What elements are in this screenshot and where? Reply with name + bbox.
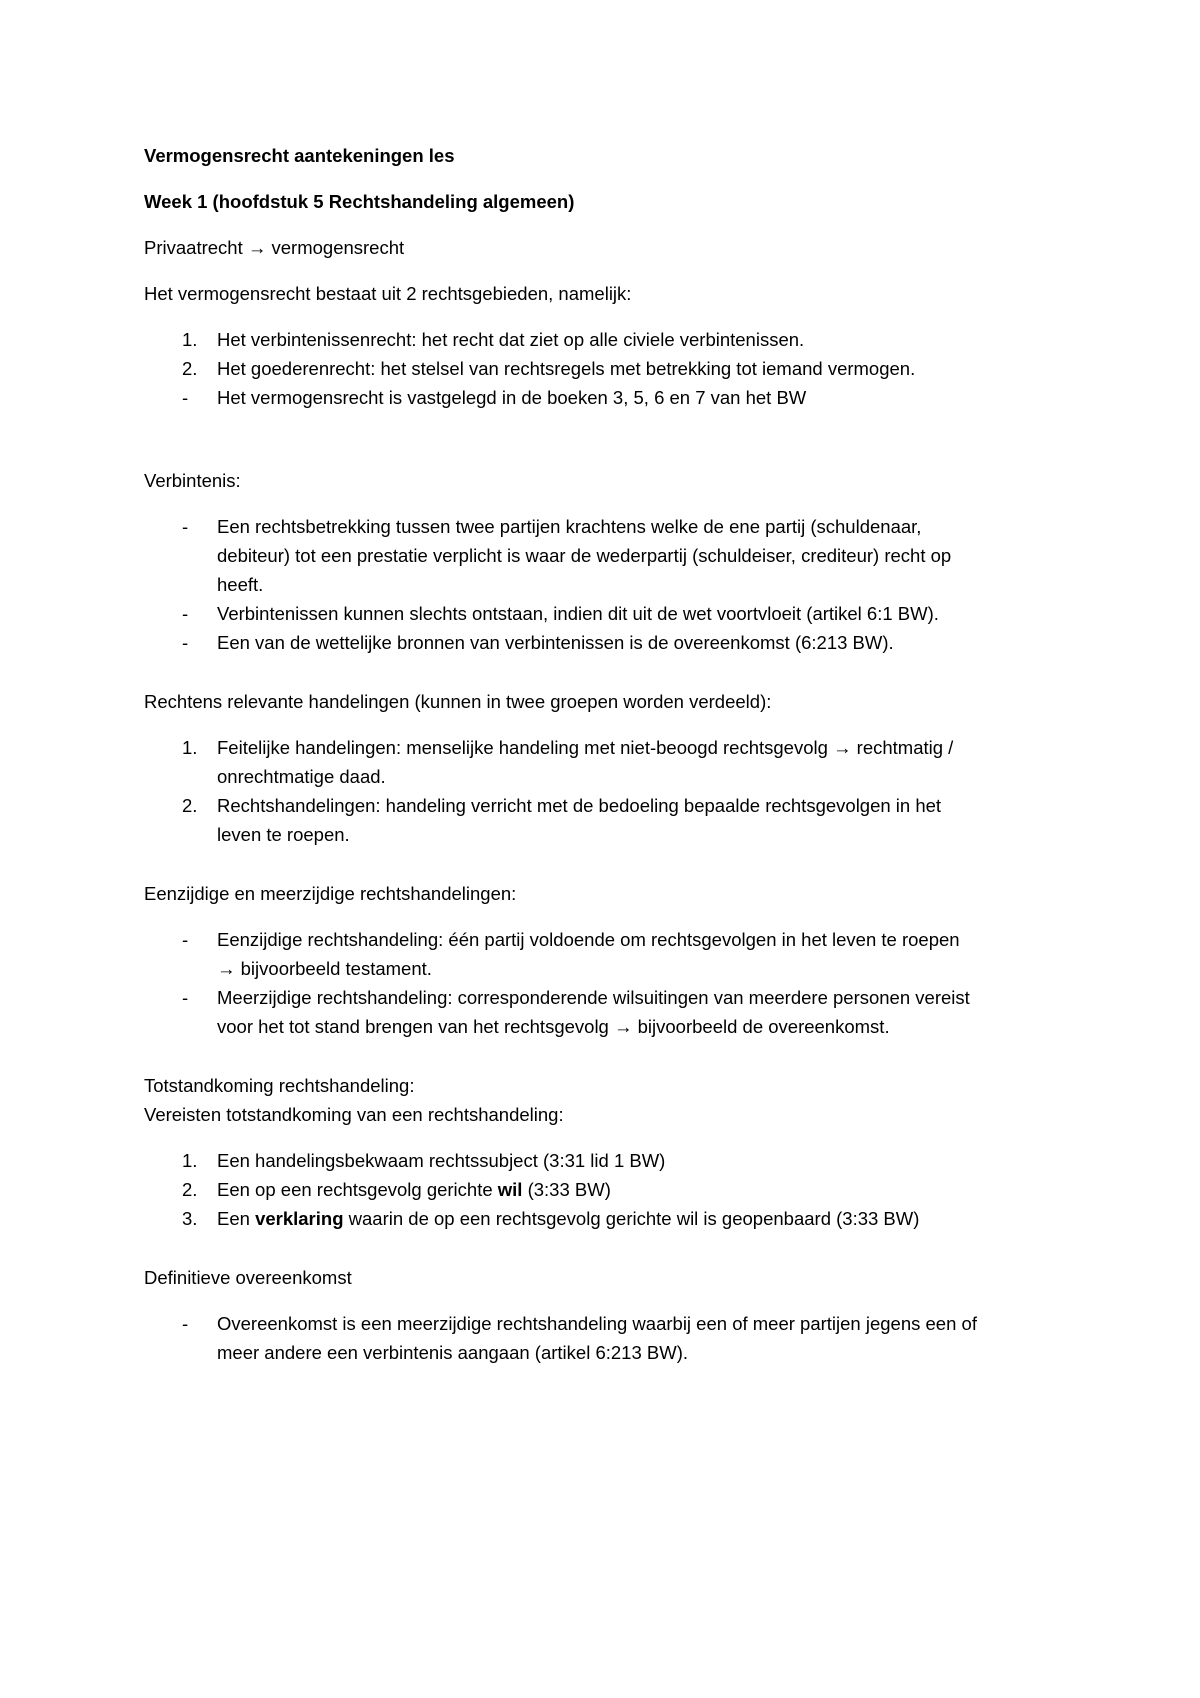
- totstand-subheading: Vereisten totstandkoming van een rechtshandeling:: [144, 1104, 564, 1125]
- list-item: 1. Feitelijke handelingen: menselijke handeling met niet-beoogd rechtsgevolg → rechtmatig / onrechtmatige daad.: [182, 737, 954, 787]
- list-item: 2. Rechtshandelingen: handeling verricht met de bedoeling bepaalde rechtsgevolgen in het leven te roepen.: [182, 795, 942, 845]
- privaat-right: vermogensrecht: [271, 237, 405, 258]
- document-content: [144, 141, 1084, 1367]
- list-item: 1. Een handelingsbekwaam rechtssubject (3:31 lid 1 BW): [182, 1150, 666, 1171]
- list-item: - Een van de wettelijke bronnen van verbintenissen is de overeenkomst (6:213 BW).: [182, 632, 894, 653]
- totstand-heading: Totstandkoming rechtshandeling:: [144, 1075, 415, 1096]
- document-title: Vermogensrecht aantekeningen les: [144, 145, 455, 166]
- verbintenis-list: [144, 512, 1084, 657]
- week-heading: Week 1 (hoofdstuk 5 Rechtshandeling algemeen): [144, 191, 575, 212]
- list-item: 3. Een verklaring waarin de op een rechtsgevolg gerichte wil is geopenbaard (3:33 BW): [182, 1208, 920, 1229]
- totstand-list: [144, 1146, 1084, 1233]
- privaat-line: [144, 233, 1084, 262]
- privaat-left: Privaatrecht: [144, 237, 243, 258]
- list-item: 1. Het verbintenissenrecht: het recht dat ziet op alle civiele verbintenissen.: [182, 329, 805, 350]
- arrow-right-icon: →: [833, 737, 852, 758]
- list-item: - Overeenkomst is een meerzijdige rechtshandeling waarbij een of meer partijen jegens een of meer andere een verbintenis aangaan (artikel 6:213 BW).: [182, 1313, 977, 1363]
- relevante-list: [144, 733, 1084, 849]
- list-item: 2. Het goederenrecht: het stelsel van rechtsregels met betrekking tot iemand vermogen.: [182, 358, 916, 379]
- relevante-heading: Rechtens relevante handelingen (kunnen in twee groepen worden verdeeld):: [144, 691, 772, 712]
- definitieve-list: [144, 1309, 1084, 1367]
- list-item: - Verbintenissen kunnen slechts ontstaan, indien dit uit de wet voortvloeit (artikel 6:1 BW).: [182, 603, 939, 624]
- list-item: 2. Een op een rechtsgevolg gerichte wil (3:33 BW): [182, 1179, 611, 1200]
- list-item: - Een rechtsbetrekking tussen twee partijen krachtens welke de ene partij (schuldenaar, debiteur) tot een prestatie verplicht is waar de wederpartij (schuldeiser, crediteur) recht op heeft.: [182, 516, 952, 595]
- arrow-right-icon: →: [247, 237, 267, 258]
- eenzijdig-heading: Eenzijdige en meerzijdige rechtshandelingen:: [144, 883, 517, 904]
- rechtsgebieden-list: [144, 325, 1084, 412]
- list-item: - Eenzijdige rechtshandeling: één partij voldoende om rechtsgevolgen in het leven te roepen → bijvoorbeeld testament.: [182, 929, 960, 979]
- verbintenis-heading: Verbintenis:: [144, 470, 241, 491]
- list-item: - Meerzijdige rechtshandeling: corresponderende wilsuitingen van meerdere personen vereist voor het tot stand brengen van het rechtsgevolg → bijvoorbeeld de overeenkomst.: [182, 987, 970, 1037]
- eenzijdig-list: [144, 925, 1084, 1041]
- definitieve-heading: Definitieve overeenkomst: [144, 1267, 352, 1288]
- arrow-right-icon: →: [613, 1016, 633, 1037]
- list-item: - Het vermogensrecht is vastgelegd in de boeken 3, 5, 6 en 7 van het BW: [182, 387, 807, 408]
- arrow-right-icon: →: [217, 958, 236, 979]
- intro-text: Het vermogensrecht bestaat uit 2 rechtsgebieden, namelijk:: [144, 283, 632, 304]
